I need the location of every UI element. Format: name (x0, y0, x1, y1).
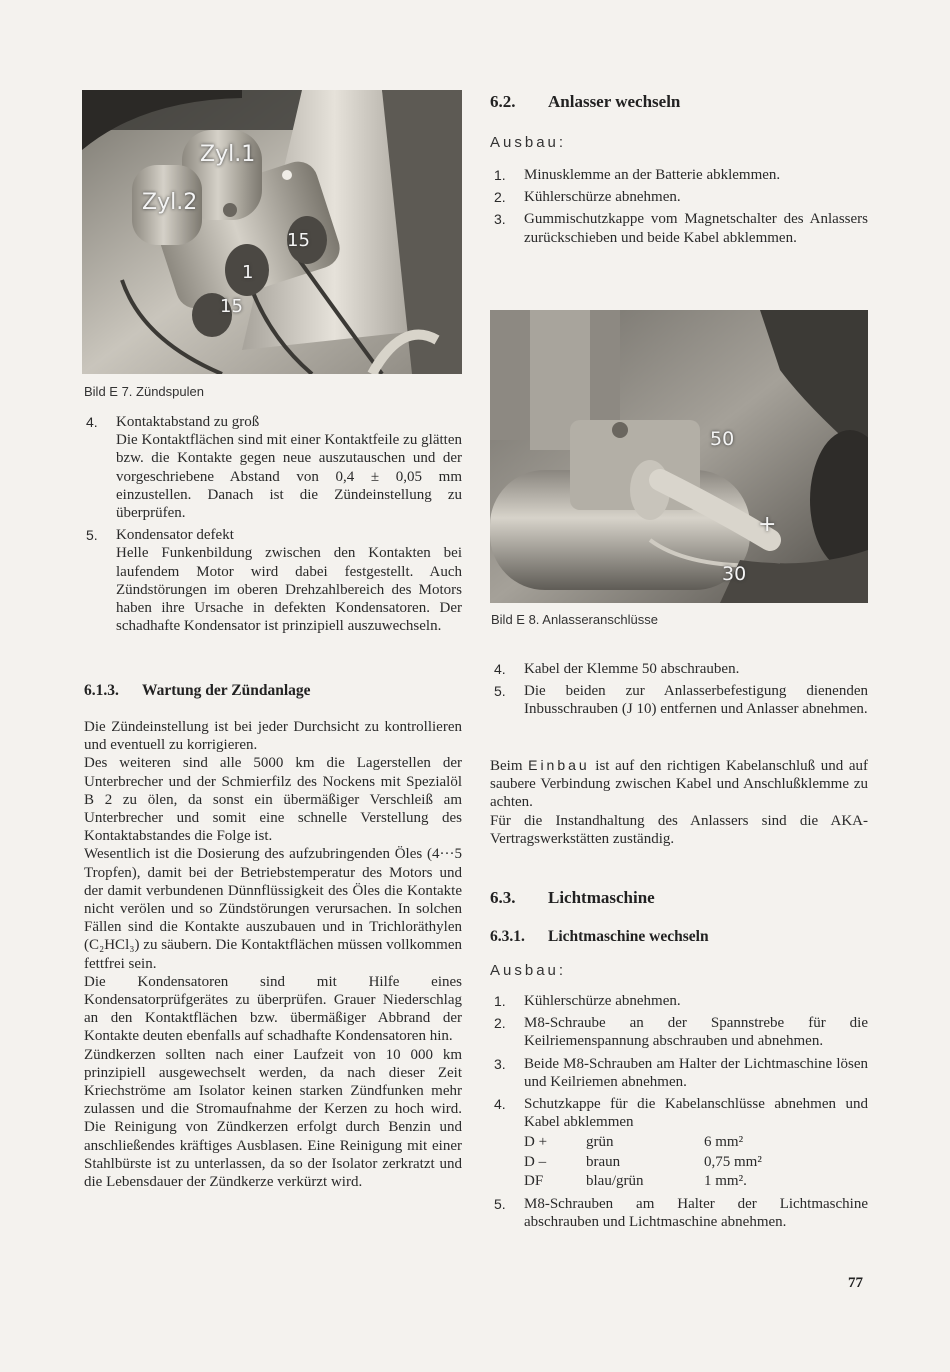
list-item-number: 4. (86, 414, 98, 430)
step-text: Beide M8-Schrauben am Halter der Lichtmaschine lösen und Keilriemen abnehmen. (524, 1055, 868, 1090)
einbau-paragraph (490, 756, 868, 848)
ignition-coils-photo (82, 90, 462, 374)
ausbau-label: Ausbau: (490, 962, 567, 979)
instandhaltung-text: Für die Instandhaltung des Anlassers sind die AKA-Vertragswerkstätten zuständig. (490, 812, 868, 847)
step-number: 1. (494, 167, 506, 183)
einbau-word: Einbau (528, 757, 590, 773)
list-item (494, 210, 868, 246)
list-item-title: Kondensator defekt (116, 527, 234, 544)
list-item (86, 526, 462, 635)
paragraph: Die Zündeinstellung ist bei jeder Durchsicht zu kontrollieren und eventuell zu korrigieren. (84, 719, 462, 754)
table-row (524, 1133, 762, 1152)
step-text: Gummischutzkappe vom Magnetschalter des Anlassers zurückschieben und beide Kabel abklemmen. (524, 211, 868, 246)
step-number: 4. (494, 661, 506, 677)
table-row (524, 1172, 762, 1191)
step-text: Kühlerschürze abnehmen. (524, 993, 681, 1009)
section-number: 6.2. (490, 92, 516, 111)
section-number: 6.1.3. (84, 682, 119, 699)
cable-terminal: DF (524, 1172, 544, 1189)
section-number: 6.3.1. (490, 928, 525, 945)
list-item-body: Helle Funkenbildung zwischen den Kontakten bei laufendem Motor wird dabei festgestellt. Auch Zündstörungen im oberen Drehzahlbereich des Motors haben ihre Ursache in defekten Kondensatoren. Der schadhafte Kondensator ist prinzipiell auszuwechseln. (116, 545, 462, 635)
paragraph: Des weiteren sind alle 5000 km die Lagerstellen der Unterbrecher und der Schmierfilz des Nockens mit Spezialöl B 2 zu ölen, da sonst ein übermäßiger Verschleiß am Unterbrecher und somit eine schnelle Verstellung des Kontaktabstandes die Folge ist. (84, 755, 462, 845)
step-text: Die beiden zur Anlasserbefestigung dienenden Inbusschrauben (J 10) entfernen und Anlasser abnehmen. (524, 683, 868, 718)
step-number: 2. (494, 1015, 506, 1032)
list-item (86, 413, 462, 522)
list-item (494, 1095, 868, 1191)
paragraph: Wesentlich ist die Dosierung des aufzubringenden Öles (4···5 Tropfen), damit bei der Betriebstemperatur des Motors und der damit verbundenen Dünnflüssigkeit des Öles die Kontakte nicht verölen und so Zündstörungen verursachen. In solchen Fällen sind die Kontakte auszubauen und in Trichloräthylen (C₂HCl₃) zu säubern. Die Kontaktflächen müssen vollkommen fettfrei sein. (84, 846, 462, 972)
list-item-body: Die Kontaktflächen sind mit einer Kontaktfeile zu glätten bzw. die Kontakte gegen neue auszutauschen und der vorgeschriebene Abstand von 0,4 ± 0,05 mm einzustellen. Danach ist die Zündeinstellung zu überprüfen. (116, 432, 462, 522)
figure-label-1: 1 (242, 262, 254, 283)
list-item-title: Kontaktabstand zu groß (116, 414, 260, 430)
einbau-prefix: Beim (490, 758, 529, 774)
step-number: 3. (494, 1055, 506, 1072)
section-heading-6-1-3 (84, 682, 311, 700)
list-item (494, 682, 868, 718)
step-text: M8-Schrauben am Halter der Lichtmaschine abschrauben und Lichtmaschine abnehmen. (524, 1196, 868, 1231)
fault-list (86, 413, 462, 639)
einbau-text: ist auf den richtigen Kabelanschluß und auf saubere Verbindung zwischen Kabel und Anschlußklemme zu achten. (490, 758, 868, 811)
list-item (494, 188, 868, 206)
figure-caption-e8: Bild E 8. Anlasseranschlüsse (491, 612, 658, 627)
figure-label-zyl2: Zyl.2 (142, 190, 198, 215)
section-title: Lichtmaschine (548, 888, 655, 907)
cable-table (524, 1133, 762, 1191)
starter-terminals-illustration (490, 310, 868, 603)
starter-removal-steps-continued (494, 660, 868, 723)
step-number: 5. (494, 1196, 506, 1213)
cable-size: 6 mm² (704, 1134, 744, 1151)
figure-label-30: 30 (722, 563, 747, 585)
section-heading-6-3-1 (490, 928, 709, 946)
section-title: Lichtmaschine wechseln (548, 928, 709, 945)
section-title: Anlasser wechseln (548, 92, 681, 111)
figure-label-plus: + (758, 512, 777, 537)
cable-color: grün (586, 1134, 614, 1151)
step-text: Kühlerschürze abnehmen. (524, 189, 681, 206)
step-number: 2. (494, 189, 506, 206)
paragraph: Zündkerzen sollten nach einer Laufzeit von 10 000 km prinzipiell ausgewechselt werden, da nach dieser Zeit Kriechströme am Isolator keinen starken Zündfunken mehr zulassen und die Stromaufnahme der Kerzen zu hoch wird. Die Reinigung von Zündkerzen erfolgt durch Benzin und anschließendes kräftiges Ausblasen. Eine Reinigung mit einer Stahlbürste ist zu unterlassen, da so der Isolator zerkratzt und die Lebensdauer der Zündkerze verkürzt wird. (84, 1046, 462, 1191)
list-item (494, 1055, 868, 1091)
section-6-1-3-body (84, 718, 462, 1191)
figure-label-15-bottom: 15 (220, 296, 243, 317)
step-text: Minusklemme an der Batterie abklemmen. (524, 167, 781, 183)
page-number: 77 (848, 1275, 863, 1291)
list-item (494, 1195, 868, 1231)
list-item-number: 5. (86, 527, 98, 544)
list-item (494, 992, 868, 1010)
table-row (524, 1153, 762, 1172)
cable-color: braun (586, 1153, 621, 1170)
list-item (494, 1014, 868, 1050)
alternator-removal-steps (494, 992, 868, 1235)
cable-size: 1 mm². (704, 1172, 747, 1189)
cable-color: blau/grün (586, 1172, 644, 1189)
paragraph: Die Kondensatoren sind mit Hilfe eines Kondensatorprüfgerätes zu überprüfen. Grauer Niederschlag an den Kontaktflächen bzw. übermäßiger Abbrand der Kontakte deuten ebenfalls auf schadhafte Kondensatoren hin. (84, 973, 462, 1045)
step-number: 1. (494, 993, 506, 1009)
starter-terminals-photo (490, 310, 868, 603)
step-number: 3. (494, 211, 506, 228)
list-item (494, 660, 868, 678)
section-number: 6.3. (490, 888, 516, 907)
step-text: M8-Schraube an der Spannstrebe für die Keilriemenspannung abschrauben und abnehmen. (524, 1015, 868, 1050)
step-number: 5. (494, 683, 506, 700)
section-heading-6-3 (490, 888, 655, 908)
section-heading-6-2 (490, 92, 680, 112)
starter-removal-steps (494, 166, 868, 251)
ausbau-label: Ausbau: (490, 134, 567, 151)
cable-terminal: D – (524, 1153, 547, 1170)
ignition-coils-illustration (82, 90, 462, 374)
figure-label-15-top: 15 (287, 230, 310, 251)
step-text: Schutzkappe für die Kabelanschlüsse abnehmen und Kabel abklemmen (524, 1096, 868, 1131)
step-number: 4. (494, 1096, 506, 1113)
figure-caption-e7: Bild E 7. Zündspulen (84, 384, 204, 399)
figure-label-zyl1: Zyl.1 (200, 142, 256, 167)
cable-size: 0,75 mm² (704, 1153, 762, 1170)
step-text: Kabel der Klemme 50 abschrauben. (524, 661, 740, 677)
list-item (494, 166, 868, 184)
cable-terminal: D + (524, 1134, 548, 1151)
section-title: Wartung der Zündanlage (142, 682, 311, 699)
figure-label-50: 50 (710, 428, 735, 450)
